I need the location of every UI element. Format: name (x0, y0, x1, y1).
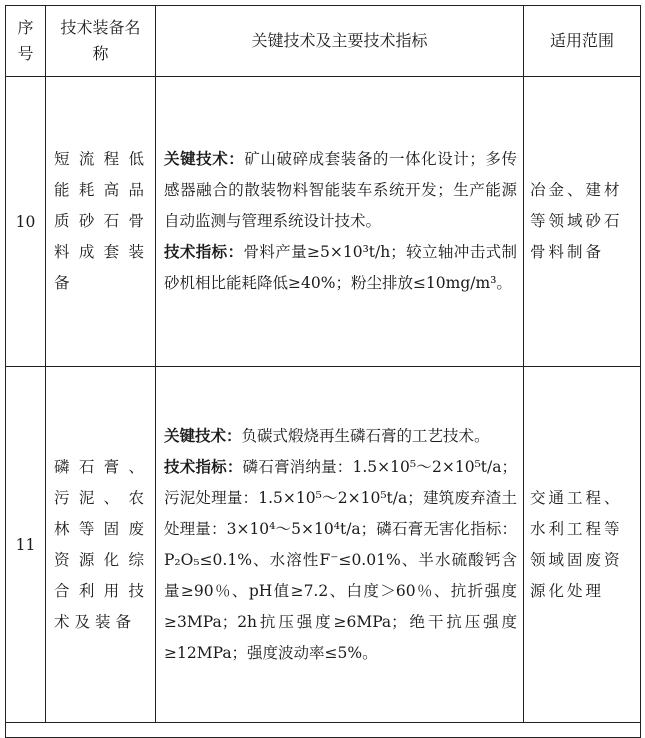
metric-label: 技术指标： (164, 457, 243, 476)
key-tech-text: 矿山破碎成套装备的一体化设计；多传感器融合的散装物料智能装车系统开发；生产能源自动监测与管理系统设计技术。 (164, 150, 517, 230)
key-tech-label: 关键技术： (164, 150, 245, 168)
tech-description (156, 77, 524, 367)
header-num (6, 6, 46, 77)
header-num-label: 序号 (17, 18, 34, 63)
application-scope: 冶金、建材等领域砂石骨料制备 (524, 77, 641, 367)
row-number: 11 (6, 367, 46, 723)
application-scope: 交通工程、水利工程等领域固废资源化处理 (524, 367, 641, 723)
metric-text: 磷石膏消纳量：1.5×10⁵～2×10⁵t/a；污泥处理量：1.5×10⁵～2×10⁵t/a；建筑废弃渣土处理量：3×10⁴～5×10⁴t/a；磷石膏无害化指标：P₂O₅≤0.1%、水溶性F⁻≤0.01%、半水硫酸钙含量≥90％、pH值≥7.2、白度＞60％、抗折强度≥3MPa；2h抗压强度≥6MPa；绝干抗压强度≥12MPa；强度波动率≤5%。 (164, 457, 517, 662)
metric-label: 技术指标： (164, 243, 244, 261)
tech-description (156, 367, 524, 723)
row-number: 10 (6, 77, 46, 367)
table-continuation-cell (6, 723, 641, 738)
header-name-label: 技术装备名称 (60, 18, 141, 63)
table-header-row (6, 6, 641, 77)
equipment-name: 短流程低能耗高品质砂石骨料成套装备 (46, 77, 156, 367)
table-continuation-row (6, 723, 641, 738)
header-scope (524, 6, 641, 77)
header-scope-label: 适用范围 (549, 31, 614, 50)
table-row (6, 367, 641, 723)
metric-text: 骨料产量≥5×10³t/h；较立轴冲击式制砂机相比能耗降低≥40%；粉尘排放≤10mg/m³。 (164, 243, 517, 292)
header-name (46, 6, 156, 77)
equipment-spec-table (5, 5, 641, 738)
header-tech (156, 6, 524, 77)
table-row (6, 77, 641, 367)
key-tech-text: 负碳式煅烧再生磷石膏的工艺技术。 (241, 426, 490, 445)
key-tech-label: 关键技术： (164, 426, 242, 445)
equipment-name: 磷石膏、污泥、农林等固废资源化综合利用技术及装备 (46, 367, 156, 723)
header-tech-label: 关键技术及主要技术指标 (251, 31, 428, 50)
